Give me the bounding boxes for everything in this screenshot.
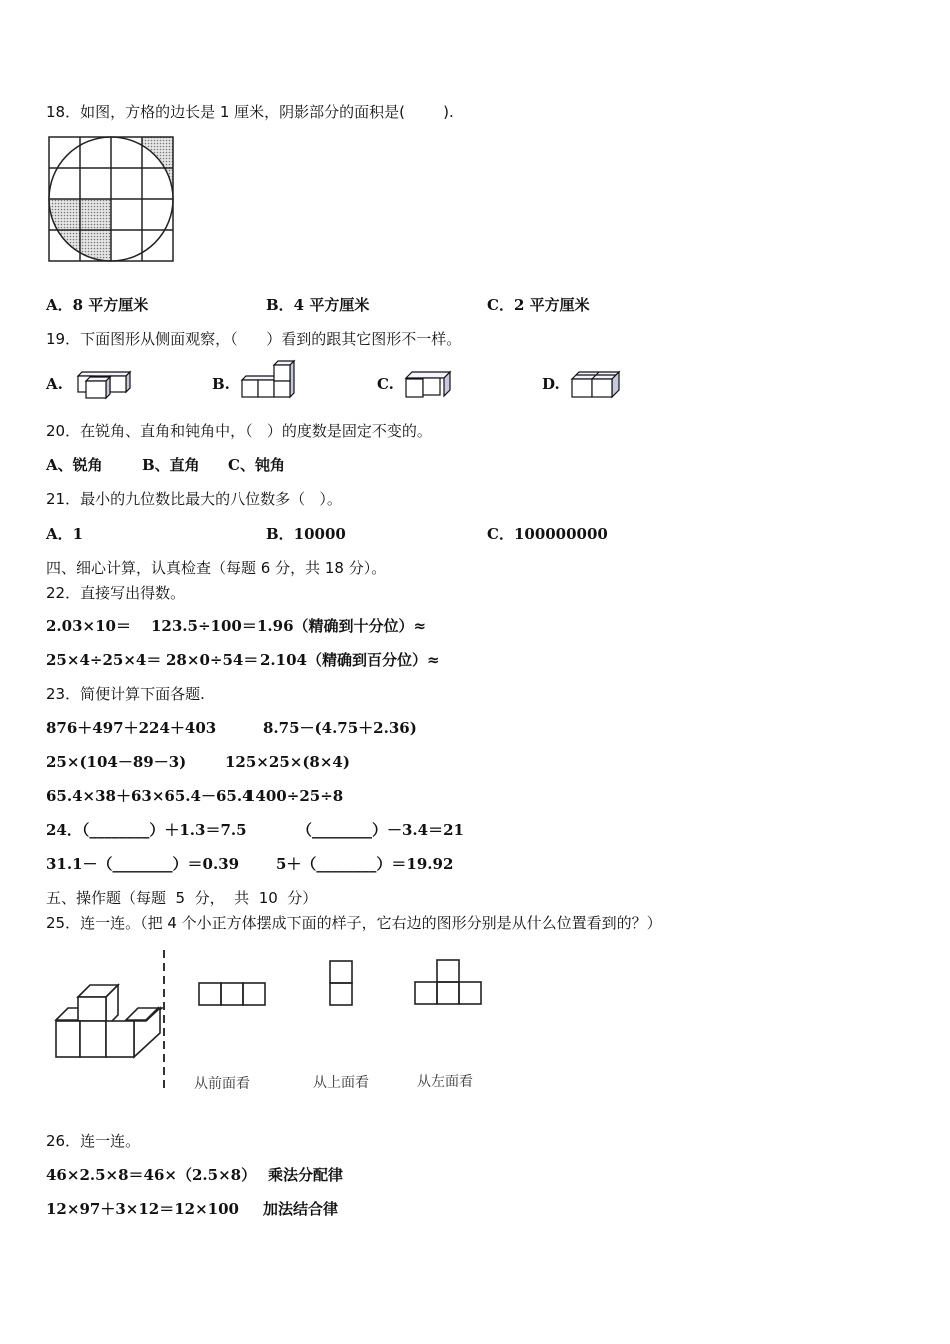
q20-option-c[interactable]: C、钝角 bbox=[228, 456, 285, 474]
q23-item: 25×(104－89－3) bbox=[46, 753, 187, 771]
q22-item: 2.03×10＝ bbox=[46, 617, 131, 635]
q19-option-c-label[interactable]: C. bbox=[377, 375, 394, 393]
q22-item: 28×0÷54＝ bbox=[166, 651, 259, 669]
q21-stem: 21．最小的九位数比最大的八位数多（ ）。 bbox=[46, 490, 342, 508]
q20-option-a[interactable]: A、锐角 bbox=[46, 456, 103, 474]
q26-expression[interactable]: 46×2.5×8＝46×（2.5×8） bbox=[46, 1166, 257, 1184]
q18-option-a[interactable]: A．8 平方厘米 bbox=[46, 296, 149, 314]
q24-item: （________）－3.4＝21 bbox=[297, 821, 464, 839]
q24-item: 31.1－（________）＝0.39 bbox=[46, 855, 240, 873]
q19-option-d-cubes-icon[interactable] bbox=[568, 368, 624, 400]
q20-option-b[interactable]: B、直角 bbox=[142, 456, 200, 474]
q19-option-b-label[interactable]: B. bbox=[212, 375, 230, 393]
section5-title: 五、操作题（每题 5 分， 共 10 分） bbox=[46, 889, 318, 907]
q19-option-b-cubes-icon[interactable] bbox=[238, 358, 300, 400]
q22-item: 2.104（精确到百分位）≈ bbox=[260, 651, 440, 669]
q23-stem: 23．简便计算下面各题. bbox=[46, 685, 205, 703]
q19-option-a-cubes-icon[interactable] bbox=[74, 368, 136, 400]
q22-item: 123.5÷100＝ bbox=[151, 617, 257, 635]
q21-option-a[interactable]: A．1 bbox=[46, 525, 84, 543]
q18-circle-grid-figure bbox=[48, 136, 176, 264]
q23-item: 125×25×(8×4) bbox=[225, 753, 350, 771]
q24-item: 24．（________）＋1.3＝7.5 bbox=[46, 821, 247, 839]
q21-option-c[interactable]: C．100000000 bbox=[487, 525, 608, 543]
q19-option-a-label[interactable]: A. bbox=[46, 375, 63, 393]
q26-expression[interactable]: 12×97＋3×12＝12×100 bbox=[46, 1200, 239, 1218]
q21-option-b[interactable]: B．10000 bbox=[266, 525, 346, 543]
q19-option-c-cubes-icon[interactable] bbox=[402, 368, 454, 400]
q18-option-c[interactable]: C．2 平方厘米 bbox=[487, 296, 590, 314]
q24-item: 5＋（________）＝19.92 bbox=[276, 855, 454, 873]
q26-law[interactable]: 加法结合律 bbox=[263, 1200, 339, 1218]
q22-item: 25×4÷25×4＝ bbox=[46, 651, 162, 669]
q25-caption-left[interactable]: 从左面看 bbox=[417, 1074, 473, 1090]
q19-option-d-label[interactable]: D. bbox=[542, 375, 560, 393]
section4-title: 四、细心计算，认真检查（每题 6 分，共 18 分）。 bbox=[46, 559, 387, 577]
q26-law[interactable]: 乘法分配律 bbox=[268, 1166, 344, 1184]
q26-stem: 26．连一连。 bbox=[46, 1132, 141, 1150]
q25-caption-top[interactable]: 从上面看 bbox=[313, 1075, 369, 1091]
q19-stem: 19．下面图形从侧面观察，（ ）看到的跟其它图形不一样。 bbox=[46, 330, 462, 348]
q23-item: 1400÷25÷8 bbox=[245, 787, 344, 805]
q22-item: 1.96（精确到十分位）≈ bbox=[257, 617, 427, 635]
q22-stem: 22．直接写出得数。 bbox=[46, 584, 186, 602]
q20-stem: 20．在锐角、直角和钝角中，（ ）的度数是固定不变的。 bbox=[46, 422, 432, 440]
q25-stem: 25．连一连。（把 4 个小正方体摆成下面的样子，它右边的图形分别是从什么位置看到的？） bbox=[46, 914, 662, 932]
q18-option-b[interactable]: B．4 平方厘米 bbox=[266, 296, 370, 314]
q18-stem: 18．如图，方格的边长是 1 厘米，阴影部分的面积是( ). bbox=[46, 103, 454, 121]
q23-item: 65.4×38＋63×65.4－65.4 bbox=[46, 787, 253, 805]
q23-item: 876＋497＋224＋403 bbox=[46, 719, 217, 737]
q23-item: 8.75－(4.75＋2.36) bbox=[263, 719, 417, 737]
q25-caption-front[interactable]: 从前面看 bbox=[194, 1076, 250, 1092]
